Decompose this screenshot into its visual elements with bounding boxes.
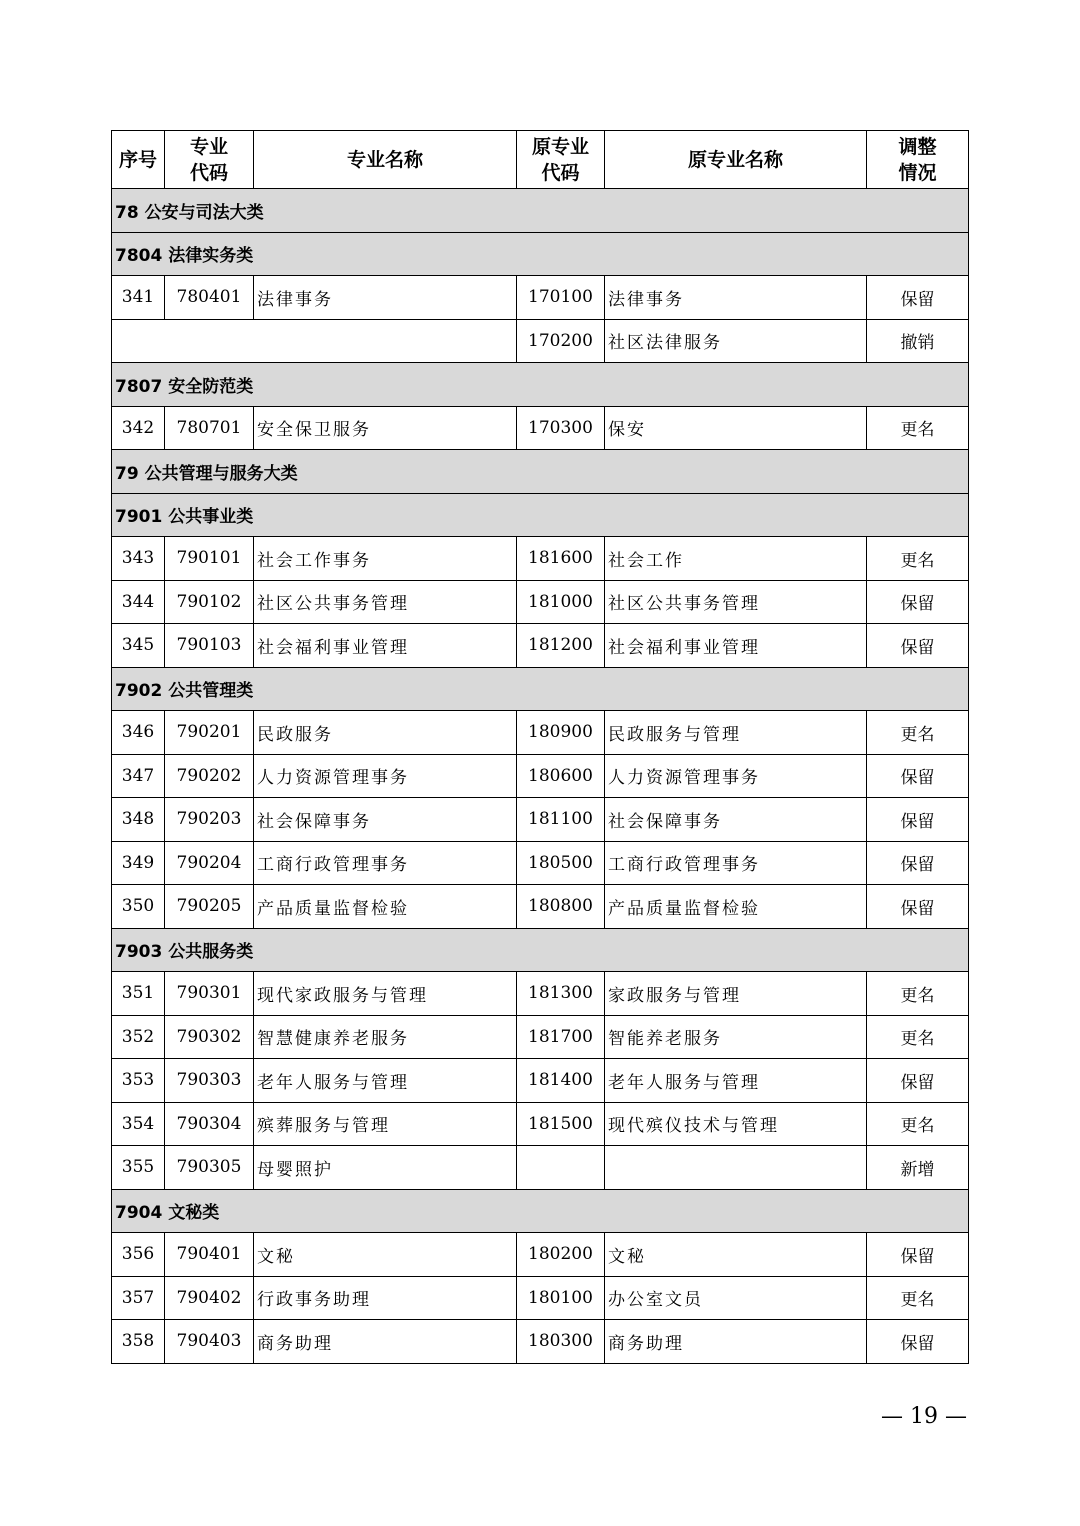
section-row bbox=[112, 189, 969, 233]
cell-seq: 353 bbox=[112, 1059, 165, 1103]
section-title: 79 公共管理与服务大类 bbox=[112, 450, 969, 494]
page-number-wrap bbox=[0, 1404, 1080, 1429]
cell-orig-name: 文秘 bbox=[605, 1233, 867, 1277]
cell-code: 790201 bbox=[165, 711, 254, 755]
cell-orig-name: 老年人服务与管理 bbox=[605, 1059, 867, 1103]
page-number: — 19 — bbox=[881, 1404, 967, 1429]
cell-adjust: 保留 bbox=[867, 624, 969, 668]
table-row bbox=[112, 1233, 969, 1277]
cell-code: 790102 bbox=[165, 580, 254, 624]
cell-orig-code: 181000 bbox=[517, 580, 605, 624]
cell-adjust: 保留 bbox=[867, 798, 969, 842]
cell-adjust: 更名 bbox=[867, 406, 969, 450]
cell-adjust: 保留 bbox=[867, 1320, 969, 1364]
cell-code: 780401 bbox=[165, 276, 254, 320]
subsection-row bbox=[112, 363, 969, 407]
cell-orig-name: 智能养老服务 bbox=[605, 1015, 867, 1059]
cell-adjust: 撤销 bbox=[867, 319, 969, 363]
cell-adjust: 保留 bbox=[867, 1233, 969, 1277]
header-seq: 序号 bbox=[112, 131, 165, 189]
cell-seq: 341 bbox=[112, 276, 165, 320]
cell-adjust: 更名 bbox=[867, 1276, 969, 1320]
header-adjust: 调整 情况 bbox=[867, 131, 969, 189]
cell-orig-code: 180300 bbox=[517, 1320, 605, 1364]
cell-orig-code: 180100 bbox=[517, 1276, 605, 1320]
table-row bbox=[112, 276, 969, 320]
cell-orig-name: 社区法律服务 bbox=[605, 319, 867, 363]
subsection-title: 7901 公共事业类 bbox=[112, 493, 969, 537]
cell-seq: 344 bbox=[112, 580, 165, 624]
major-adjustment-table bbox=[111, 130, 969, 1364]
cell-adjust: 保留 bbox=[867, 841, 969, 885]
cell-adjust: 保留 bbox=[867, 885, 969, 929]
cell-code: 790202 bbox=[165, 754, 254, 798]
subsection-row bbox=[112, 232, 969, 276]
cell-name: 工商行政管理事务 bbox=[254, 841, 517, 885]
cell-adjust: 保留 bbox=[867, 754, 969, 798]
cell-name: 产品质量监督检验 bbox=[254, 885, 517, 929]
cell-name: 老年人服务与管理 bbox=[254, 1059, 517, 1103]
table-row bbox=[112, 406, 969, 450]
cell-code: 790401 bbox=[165, 1233, 254, 1277]
cell-code: 790203 bbox=[165, 798, 254, 842]
table-row bbox=[112, 1276, 969, 1320]
table-header-row bbox=[112, 131, 969, 189]
cell-name: 商务助理 bbox=[254, 1320, 517, 1364]
cell-code: 790402 bbox=[165, 1276, 254, 1320]
cell-seq: 342 bbox=[112, 406, 165, 450]
cell-seq: 350 bbox=[112, 885, 165, 929]
cell-orig-code: 180500 bbox=[517, 841, 605, 885]
cell-orig-code: 181600 bbox=[517, 537, 605, 581]
table-row bbox=[112, 1015, 969, 1059]
cell-orig-code: 180900 bbox=[517, 711, 605, 755]
subsection-row bbox=[112, 928, 969, 972]
cell-seq: 343 bbox=[112, 537, 165, 581]
cell-code: 790303 bbox=[165, 1059, 254, 1103]
empty-cell bbox=[112, 319, 517, 363]
cell-orig-code: 180200 bbox=[517, 1233, 605, 1277]
subsection-row bbox=[112, 1189, 969, 1233]
subsection-row bbox=[112, 493, 969, 537]
cell-orig-name bbox=[605, 1146, 867, 1190]
cell-orig-code: 181100 bbox=[517, 798, 605, 842]
cell-seq: 357 bbox=[112, 1276, 165, 1320]
cell-orig-name: 工商行政管理事务 bbox=[605, 841, 867, 885]
table-row bbox=[112, 885, 969, 929]
cell-orig-code: 181500 bbox=[517, 1102, 605, 1146]
table-row bbox=[112, 711, 969, 755]
cell-orig-name: 社会工作 bbox=[605, 537, 867, 581]
cell-orig-name: 人力资源管理事务 bbox=[605, 754, 867, 798]
cell-orig-code: 181300 bbox=[517, 972, 605, 1016]
header-code: 专业 代码 bbox=[165, 131, 254, 189]
header-orig-name: 原专业名称 bbox=[605, 131, 867, 189]
cell-name: 行政事务助理 bbox=[254, 1276, 517, 1320]
table-row bbox=[112, 319, 969, 363]
cell-seq: 355 bbox=[112, 1146, 165, 1190]
cell-code: 790301 bbox=[165, 972, 254, 1016]
cell-adjust: 保留 bbox=[867, 276, 969, 320]
table-row bbox=[112, 537, 969, 581]
cell-orig-code: 181700 bbox=[517, 1015, 605, 1059]
cell-orig-name: 民政服务与管理 bbox=[605, 711, 867, 755]
cell-code: 790304 bbox=[165, 1102, 254, 1146]
cell-orig-code: 180800 bbox=[517, 885, 605, 929]
subsection-row bbox=[112, 667, 969, 711]
cell-seq: 352 bbox=[112, 1015, 165, 1059]
cell-orig-name: 办公室文员 bbox=[605, 1276, 867, 1320]
subsection-title: 7903 公共服务类 bbox=[112, 928, 969, 972]
subsection-title: 7807 安全防范类 bbox=[112, 363, 969, 407]
cell-seq: 358 bbox=[112, 1320, 165, 1364]
cell-adjust: 更名 bbox=[867, 537, 969, 581]
table-row bbox=[112, 624, 969, 668]
cell-orig-name: 社会保障事务 bbox=[605, 798, 867, 842]
cell-seq: 354 bbox=[112, 1102, 165, 1146]
cell-seq: 356 bbox=[112, 1233, 165, 1277]
cell-orig-code: 180600 bbox=[517, 754, 605, 798]
cell-adjust: 新增 bbox=[867, 1146, 969, 1190]
table-row bbox=[112, 1320, 969, 1364]
table-row bbox=[112, 1146, 969, 1190]
cell-orig-code: 181400 bbox=[517, 1059, 605, 1103]
header-name: 专业名称 bbox=[254, 131, 517, 189]
cell-seq: 347 bbox=[112, 754, 165, 798]
cell-code: 790305 bbox=[165, 1146, 254, 1190]
cell-name: 殡葬服务与管理 bbox=[254, 1102, 517, 1146]
cell-name: 智慧健康养老服务 bbox=[254, 1015, 517, 1059]
section-row bbox=[112, 450, 969, 494]
cell-code: 790103 bbox=[165, 624, 254, 668]
cell-seq: 348 bbox=[112, 798, 165, 842]
cell-orig-code: 170100 bbox=[517, 276, 605, 320]
cell-name: 人力资源管理事务 bbox=[254, 754, 517, 798]
cell-name: 现代家政服务与管理 bbox=[254, 972, 517, 1016]
header-orig-code: 原专业 代码 bbox=[517, 131, 605, 189]
cell-name: 社会工作事务 bbox=[254, 537, 517, 581]
cell-orig-code: 170200 bbox=[517, 319, 605, 363]
table-row bbox=[112, 1102, 969, 1146]
cell-code: 790403 bbox=[165, 1320, 254, 1364]
cell-code: 790205 bbox=[165, 885, 254, 929]
cell-orig-name: 保安 bbox=[605, 406, 867, 450]
cell-seq: 349 bbox=[112, 841, 165, 885]
cell-code: 790101 bbox=[165, 537, 254, 581]
cell-seq: 346 bbox=[112, 711, 165, 755]
cell-name: 安全保卫服务 bbox=[254, 406, 517, 450]
table-row bbox=[112, 1059, 969, 1103]
cell-code: 790204 bbox=[165, 841, 254, 885]
cell-orig-name: 法律事务 bbox=[605, 276, 867, 320]
cell-adjust: 更名 bbox=[867, 972, 969, 1016]
cell-adjust: 更名 bbox=[867, 711, 969, 755]
cell-code: 790302 bbox=[165, 1015, 254, 1059]
cell-code: 780701 bbox=[165, 406, 254, 450]
cell-orig-name: 社区公共事务管理 bbox=[605, 580, 867, 624]
table-row bbox=[112, 972, 969, 1016]
cell-orig-name: 商务助理 bbox=[605, 1320, 867, 1364]
cell-orig-name: 产品质量监督检验 bbox=[605, 885, 867, 929]
table-body bbox=[112, 189, 969, 1364]
cell-orig-code: 170300 bbox=[517, 406, 605, 450]
cell-name: 社会福利事业管理 bbox=[254, 624, 517, 668]
cell-orig-name: 社会福利事业管理 bbox=[605, 624, 867, 668]
cell-seq: 351 bbox=[112, 972, 165, 1016]
cell-orig-code: 181200 bbox=[517, 624, 605, 668]
cell-name: 民政服务 bbox=[254, 711, 517, 755]
cell-orig-code bbox=[517, 1146, 605, 1190]
cell-name: 母婴照护 bbox=[254, 1146, 517, 1190]
cell-name: 文秘 bbox=[254, 1233, 517, 1277]
cell-seq: 345 bbox=[112, 624, 165, 668]
cell-adjust: 更名 bbox=[867, 1015, 969, 1059]
cell-adjust: 保留 bbox=[867, 580, 969, 624]
table-row bbox=[112, 798, 969, 842]
cell-name: 法律事务 bbox=[254, 276, 517, 320]
subsection-title: 7902 公共管理类 bbox=[112, 667, 969, 711]
table-row bbox=[112, 580, 969, 624]
table-row bbox=[112, 841, 969, 885]
subsection-title: 7804 法律实务类 bbox=[112, 232, 969, 276]
cell-orig-name: 家政服务与管理 bbox=[605, 972, 867, 1016]
cell-adjust: 保留 bbox=[867, 1059, 969, 1103]
section-title: 78 公安与司法大类 bbox=[112, 189, 969, 233]
cell-adjust: 更名 bbox=[867, 1102, 969, 1146]
cell-name: 社区公共事务管理 bbox=[254, 580, 517, 624]
subsection-title: 7904 文秘类 bbox=[112, 1189, 969, 1233]
cell-name: 社会保障事务 bbox=[254, 798, 517, 842]
cell-orig-name: 现代殡仪技术与管理 bbox=[605, 1102, 867, 1146]
table-row bbox=[112, 754, 969, 798]
